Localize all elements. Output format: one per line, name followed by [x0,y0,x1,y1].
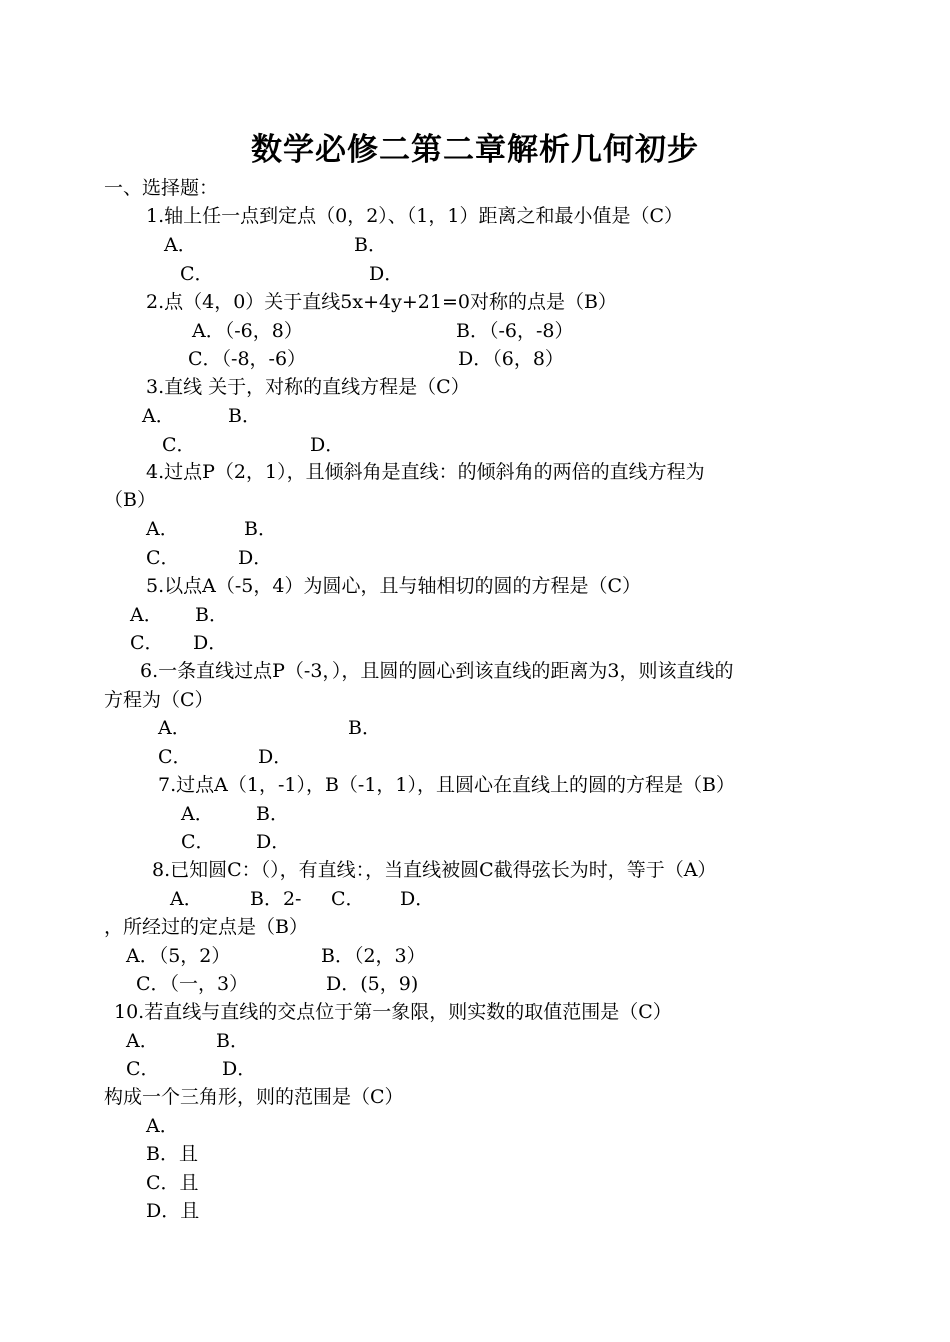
q11-option-c: C．且 [146,1172,199,1194]
question-4-answer: （B） [104,489,156,511]
q10-option-a: A． [126,1030,159,1052]
q8-option-d: D． [400,888,435,910]
q4-option-b: B． [244,518,277,540]
q11-option-b: B．且 [146,1143,198,1165]
q4-option-d: D． [238,547,273,569]
q1-option-c: C． [180,263,214,285]
q8-option-a: A． [170,888,203,910]
page-title: 数学必修二第二章解析几何初步 [251,132,699,168]
question-2: 2.点（4，0）关于直线5x+4y+21=0对称的点是（B） [146,291,617,313]
q8-option-c: C． [331,888,365,910]
q7-option-c: C． [181,831,215,853]
question-11: 构成一个三角形，则的范围是（C） [104,1086,404,1108]
q3-option-b: B． [228,405,261,427]
q4-option-c: C． [146,547,180,569]
q9-option-c: C．（一，3） [136,973,249,995]
q10-option-d: D． [222,1058,257,1080]
q3-option-a: A． [142,405,175,427]
q11-option-d: D．且 [146,1200,200,1222]
question-6: 6.一条直线过点P（-3，），且圆的圆心到该直线的距离为3，则该直线的 [140,660,734,682]
question-5: 5.以点A（-5，4）为圆心，且与轴相切的圆的方程是（C） [146,575,641,597]
q7-option-d: D． [256,831,291,853]
q5-option-b: B． [195,604,228,626]
question-10: 10.若直线与直线的交点位于第一象限，则实数的取值范围是（C） [114,1001,672,1023]
q8-option-b: B．2- [250,888,302,910]
section-heading: 一、选择题： [104,177,219,199]
q6-option-d: D． [258,746,293,768]
question-9: ，所经过的定点是（B） [104,916,308,938]
q2-option-c: C．（-8，-6） [188,348,307,370]
q11-option-a: A． [146,1115,179,1137]
question-1: 1.轴上任一点到定点（0，2）、（1，1）距离之和最小值是（C） [146,205,684,227]
q10-option-c: C． [126,1058,160,1080]
q3-option-d: D． [310,434,345,456]
q5-option-c: C． [130,632,164,654]
question-3: 3.直线 关于，对称的直线方程是（C） [146,376,470,398]
question-7: 7.过点A（1，-1），B（-1，1），且圆心在直线上的圆的方程是（B） [158,774,735,796]
q1-option-b: B． [354,234,387,256]
q9-option-a: A．（5，2） [126,945,231,967]
question-6-continued: 方程为（C） [104,689,214,711]
q5-option-d: D． [193,632,228,654]
q9-option-d: D．(5，9) [326,973,419,995]
q3-option-c: C． [162,434,196,456]
q7-option-a: A． [181,803,214,825]
q1-option-a: A． [164,234,197,256]
question-8: 8.已知圆C：（），有直线：，当直线被圆C截得弦长为时，等于（A） [152,859,717,881]
q5-option-a: A． [130,604,163,626]
q6-option-a: A． [158,717,191,739]
q1-option-d: D． [369,263,404,285]
q6-option-b: B． [348,717,381,739]
q2-option-a: A．（-6，8） [192,320,303,342]
q2-option-d: D．（6，8） [458,348,564,370]
q9-option-b: B．（2，3） [321,945,426,967]
q2-option-b: B．（-6，-8） [456,320,574,342]
q4-option-a: A． [146,518,179,540]
q7-option-b: B． [256,803,289,825]
q10-option-b: B． [216,1030,249,1052]
q6-option-c: C． [158,746,192,768]
question-4: 4.过点P（2，1），且倾斜角是直线：的倾斜角的两倍的直线方程为 [146,461,705,483]
